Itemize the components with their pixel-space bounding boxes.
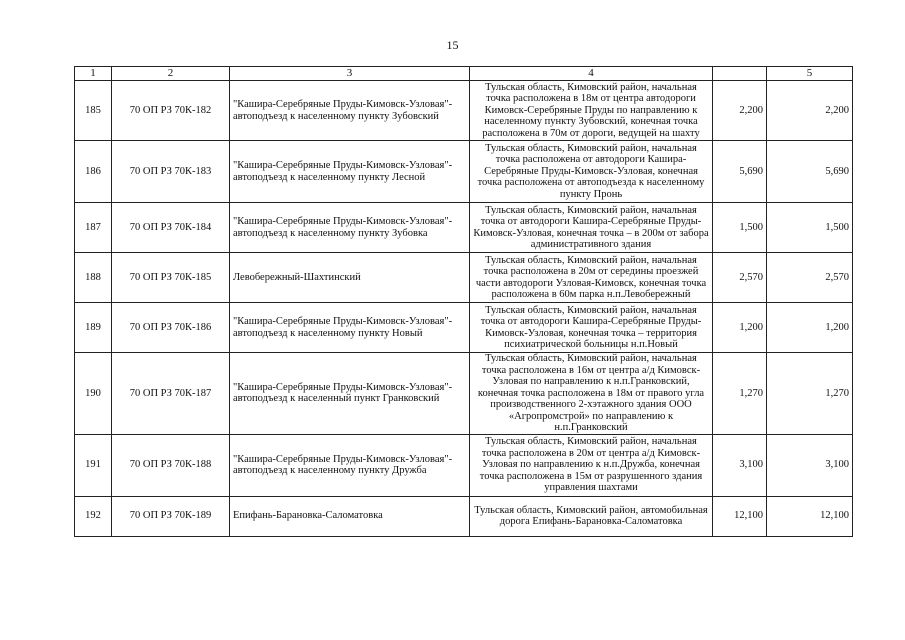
road-code: 70 ОП РЗ 70К-183 <box>112 141 230 203</box>
table-row <box>75 303 853 353</box>
header-col-3: 3 <box>230 67 470 81</box>
road-length-total: 2,570 <box>767 253 853 303</box>
road-name: "Кашира-Серебряные Пруды-Кимовск-Узловая"-автоподъезд к населенному пункту Зубовский <box>230 81 470 141</box>
road-name: "Кашира-Серебряные Пруды-Кимовск-Узловая"-автоподъезд к населенному пункту Зубовка <box>230 203 470 253</box>
row-number: 185 <box>75 81 112 141</box>
table-row <box>75 81 853 141</box>
road-location: Тульская область, Кимовский район, начальная точка расположена от автодороги Кашира-Серебряные Пруды-Кимовск-Узловая, конечная точка расположена от автоподъезда к населенному пункту Пронь <box>470 141 713 203</box>
road-length: 5,690 <box>713 141 767 203</box>
row-number: 187 <box>75 203 112 253</box>
road-code: 70 ОП РЗ 70К-182 <box>112 81 230 141</box>
road-length-total: 2,200 <box>767 81 853 141</box>
road-length: 1,200 <box>713 303 767 353</box>
road-length-total: 12,100 <box>767 496 853 536</box>
row-number: 186 <box>75 141 112 203</box>
table-row <box>75 253 853 303</box>
row-number: 191 <box>75 434 112 496</box>
road-length: 1,270 <box>713 353 767 435</box>
road-name: Епифань-Барановка-Саломатовка <box>230 496 470 536</box>
road-name: "Кашира-Серебряные Пруды-Кимовск-Узловая"-автоподъезд к населенному пункту Дружба <box>230 434 470 496</box>
page-number: 15 <box>446 38 459 52</box>
road-length-total: 1,200 <box>767 303 853 353</box>
road-location: Тульская область, Кимовский район, начальная точка от автодороги Кашира-Серебряные Пруды-Кимовск-Узловая, конечная точка – территория психиатрической больницы н.п.Новый <box>470 303 713 353</box>
road-location: Тульская область, Кимовский район, начальная точка от автодороги Кашира-Серебряные Пруды-Кимовск-Узловая, конечная точка – в 200м от забора административного здания <box>470 203 713 253</box>
header-col-5: 5 <box>767 67 853 81</box>
road-name: "Кашира-Серебряные Пруды-Кимовск-Узловая"-автоподъезд к населенному пункту Лесной <box>230 141 470 203</box>
road-code: 70 ОП РЗ 70К-186 <box>112 303 230 353</box>
road-code: 70 ОП РЗ 70К-188 <box>112 434 230 496</box>
header-col-1: 1 <box>75 67 112 81</box>
road-location: Тульская область, Кимовский район, начальная точка расположена в 16м от центра а/д Кимовск-Узловая по направлению к н.п.Гранковский, конечная точка расположена в 18м от правого угла производственного 2-хэтажного здания ООО «Агропромстрой» по направлению к н.п.Гранковский <box>470 353 713 435</box>
roads-registry-table <box>74 66 853 537</box>
road-name: Левобережный-Шахтинский <box>230 253 470 303</box>
table-row <box>75 353 853 435</box>
road-length: 2,570 <box>713 253 767 303</box>
road-location: Тульская область, Кимовский район, начальная точка расположена в 20м от центра а/д Кимовск-Узловая по направлению к н.п.Дружба, конечная точка расположена в 15м от разрушенного здания управления шахтами <box>470 434 713 496</box>
road-code: 70 ОП РЗ 70К-189 <box>112 496 230 536</box>
road-length: 2,200 <box>713 81 767 141</box>
road-length-total: 1,270 <box>767 353 853 435</box>
road-code: 70 ОП РЗ 70К-184 <box>112 203 230 253</box>
table-row <box>75 496 853 536</box>
road-length: 3,100 <box>713 434 767 496</box>
table-row <box>75 141 853 203</box>
row-number: 189 <box>75 303 112 353</box>
road-length: 1,500 <box>713 203 767 253</box>
row-number: 192 <box>75 496 112 536</box>
table-header-row <box>75 67 853 81</box>
table-row <box>75 434 853 496</box>
row-number: 190 <box>75 353 112 435</box>
road-location: Тульская область, Кимовский район, автомобильная дорога Епифань-Барановка-Саломатовка <box>470 496 713 536</box>
road-length: 12,100 <box>713 496 767 536</box>
header-col-5-empty <box>713 67 767 81</box>
header-col-2: 2 <box>112 67 230 81</box>
table-body <box>75 81 853 537</box>
road-code: 70 ОП РЗ 70К-187 <box>112 353 230 435</box>
road-length-total: 1,500 <box>767 203 853 253</box>
road-location: Тульская область, Кимовский район, начальная точка расположена в 20м от середины проезжей части автодороги Узловая-Кимовск, конечная точка расположена в 60м парка н.п.Левобережный <box>470 253 713 303</box>
road-length-total: 3,100 <box>767 434 853 496</box>
road-name: "Кашира-Серебряные Пруды-Кимовск-Узловая"-автоподъезд к населенному пункту Новый <box>230 303 470 353</box>
header-col-4: 4 <box>470 67 713 81</box>
row-number: 188 <box>75 253 112 303</box>
road-length-total: 5,690 <box>767 141 853 203</box>
road-name: "Кашира-Серебряные Пруды-Кимовск-Узловая"-автоподъезд к населенный пункт Гранковский <box>230 353 470 435</box>
road-location: Тульская область, Кимовский район, начальная точка расположена в 18м от центра автодороги Кимовск-Серебряные Пруды по направлению к населенному пункту Зубовский, конечная точка расположена в 70м от дороги, ведущей на шахту <box>470 81 713 141</box>
table-row <box>75 203 853 253</box>
road-code: 70 ОП РЗ 70К-185 <box>112 253 230 303</box>
